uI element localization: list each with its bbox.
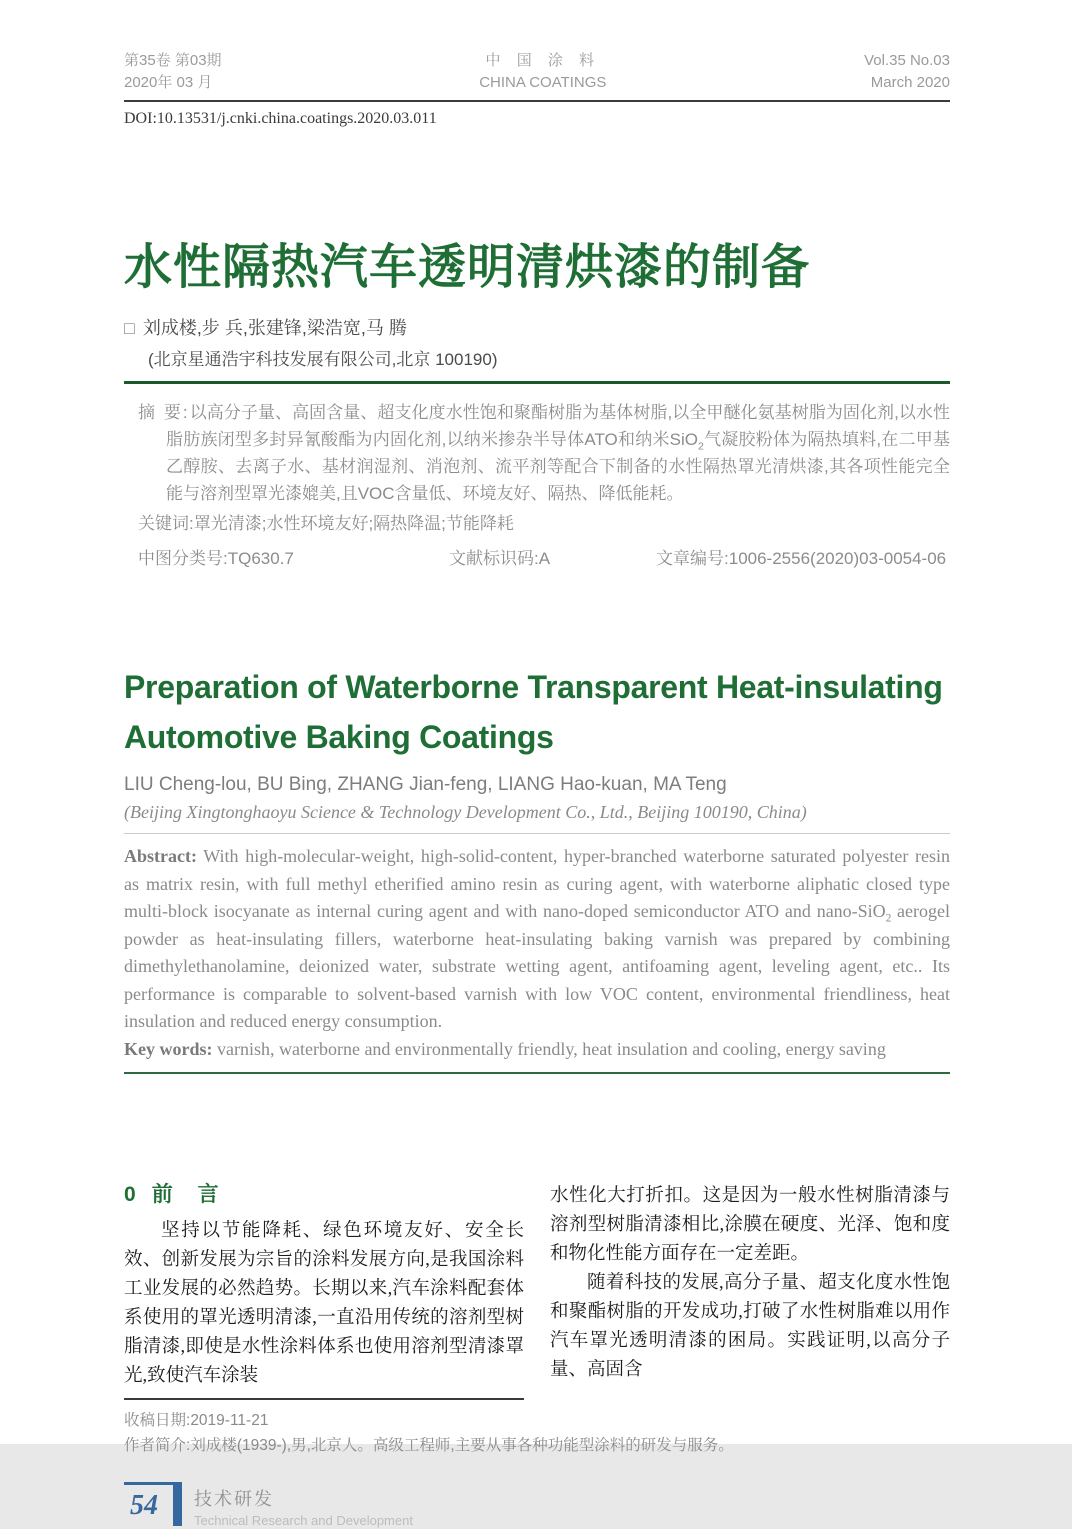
keywords-label-en: Key words: [124,1038,213,1059]
section-number: 0 [124,1183,136,1206]
issue-date-zh: 2020年 03 月 [124,74,213,91]
page-number-box [124,1482,182,1529]
keywords-zh [124,510,950,537]
abstract-en-text-1: With high-molecular-weight, high-solid-content, hyper-branched waterborne saturated polyester resin as matrix resin, with full methyl etherified amino resin as curing agent, with waterborne aliphatic closed type multi-block isocyanate as internal curing agent and with nano-doped semiconductor ATO and nano-SiO [124,846,950,921]
page-footer [124,1482,950,1529]
footnotes [124,1408,950,1458]
section-title: 前 言 [151,1183,221,1206]
keywords-label-zh: 关键词: [138,514,194,533]
body-paragraph-right-2: 随着科技的发展,高分子量、超支化度水性饱和聚酯树脂的开发成功,打破了水性树脂难以用作汽车罩光透明清漆的困局。实践证明,以高分子量、高固含 [550,1273,950,1380]
article-title-en [124,662,950,762]
journal-name [479,50,606,94]
authors-en: LIU Cheng-lou, BU Bing, ZHANG Jian-feng, LIANG Hao-kuan, MA Teng [124,774,727,795]
article-title-en-line1: Preparation of Waterborne Transparent Heat-insulating [124,669,943,705]
volume-issue-en: Vol.35 No.03 [864,52,950,69]
abstract-zh-subscript: 2 [698,440,704,453]
received-date [124,1408,950,1433]
divider-green-mid [124,1072,950,1074]
clc-value: TQ630.7 [227,549,294,568]
journal-name-en: CHINA COATINGS [479,74,607,91]
authors-zh-names: 刘成楼,步 兵,张建锋,梁浩宽,马 腾 [142,318,407,338]
divider-light [124,833,950,834]
volume-issue: 第35卷 第03期 [124,52,222,69]
keywords-zh-text: 罩光清漆;水性环境友好;隔热降温;节能降耗 [193,514,514,533]
body-paragraph-left: 坚持以节能降耗、绿色环境友好、安全长效、创新发展为宗旨的涂料发展方向,是我国涂料工业发展的必然趋势。长期以来,汽车涂料配套体系使用的罩光透明清漆,一直沿用传统的溶剂型树脂清漆,即使是水性涂料体系也使用溶剂型清漆罩光,致使汽车涂装 [124,1221,524,1386]
doc-code [449,544,550,569]
author-bio [124,1433,950,1458]
affiliation-en: (Beijing Xingtonghaoyu Science & Technology Development Co., Ltd., Beijing 100190, China) [124,802,807,822]
article-id-value: 1006-2556(2020)03-0054-06 [728,549,947,568]
body-columns [124,1182,950,1391]
column-title-en: Technical Research and Development [194,1513,413,1528]
abstract-en [124,843,950,1036]
issue-date-en: March 2020 [870,74,950,91]
doc-code-label: 文献标识码: [449,549,539,568]
abstract-zh [124,399,950,507]
author-marker-icon: □ [124,318,135,338]
article-id-label: 文章编号: [656,549,729,568]
column-title-block [194,1482,413,1528]
journal-header [124,50,950,102]
issue-info [124,50,222,94]
affiliation-zh: (北京星通浩宇科技发展有限公司,北京 100190) [148,350,498,369]
body-paragraph-right-1: 水性化大打折扣。这是因为一般水性树脂清漆与溶剂型树脂清漆相比,涂膜在硬度、光泽、饱和度和物化性能方面存在一定差距。 [550,1186,950,1264]
keywords-en [124,1036,950,1064]
page-number-bar [173,1485,182,1526]
author-bio-label: 作者简介: [124,1437,191,1454]
volume-info-en [864,50,950,94]
abstract-zh-text-1: 以高分子量、高固含量、超支化度水性饱和聚酯树脂为基体树脂,以全甲醚化氨基树脂为固化剂,以水性脂肪族闭型多封异氰酸酯为内固化剂,以纳米掺杂半导体ATO和纳米SiO [166,403,950,449]
classification-row [124,544,950,570]
article-id [656,544,946,569]
doc-code-value: A [538,549,551,568]
journal-name-zh: 中 国 涂 料 [485,52,601,69]
body-column-right [550,1182,950,1391]
author-bio-value: 刘成楼(1939-),男,北京人。高级工程师,主要从事各种功能型涂料的研发与服务。 [190,1437,734,1454]
column-title-zh: 技术研发 [194,1489,274,1509]
abstract-en-subscript: 2 [885,912,892,925]
abstract-label-en: Abstract: [124,846,197,866]
doi-line: DOI:10.13531/j.cnki.china.coatings.2020.03.011 [124,110,437,127]
abstract-label-zh: 摘 要: [138,403,190,422]
article-title-zh: 水性隔热汽车透明清烘漆的制备 [124,241,811,294]
clc-label: 中图分类号: [138,549,228,568]
page-number: 54 [130,1490,158,1521]
divider-green-thick [124,381,950,384]
authors-zh [124,314,950,340]
received-label: 收稿日期: [124,1412,191,1429]
keywords-en-text: varnish, waterborne and environmentally friendly, heat insulation and cooling, energy saving [212,1038,886,1059]
footnote-divider [124,1398,524,1400]
received-value: 2019-11-21 [190,1412,269,1429]
section-heading [124,1182,524,1208]
article-title-en-line2: Automotive Baking Coatings [124,719,554,755]
clc-number [138,544,294,569]
abstract-zh-text-2: 气凝胶粉体为隔热填料,在二甲基乙醇胺、去离子水、基材润湿剂、消泡剂、流平剂等配合下制备的水性隔热罩光清烘漆,其各项性能完全能与溶剂型罩光漆媲美,且VOC含量低、环境友好、隔热、降低能耗。 [166,430,950,503]
body-column-left [124,1182,524,1391]
abstract-en-text-2: aerogel powder as heat-insulating fillers, waterborne heat-insulating baking varnish was prepared by combining dimethylethanolamine, deionized water, substrate wetting agent, antifoaming agent, leveling agent, etc.. Its performance is comparable to solvent-based varnish with low VOC content, environmental friendliness, heat insulation and reduced energy consumption. [124,901,950,1031]
